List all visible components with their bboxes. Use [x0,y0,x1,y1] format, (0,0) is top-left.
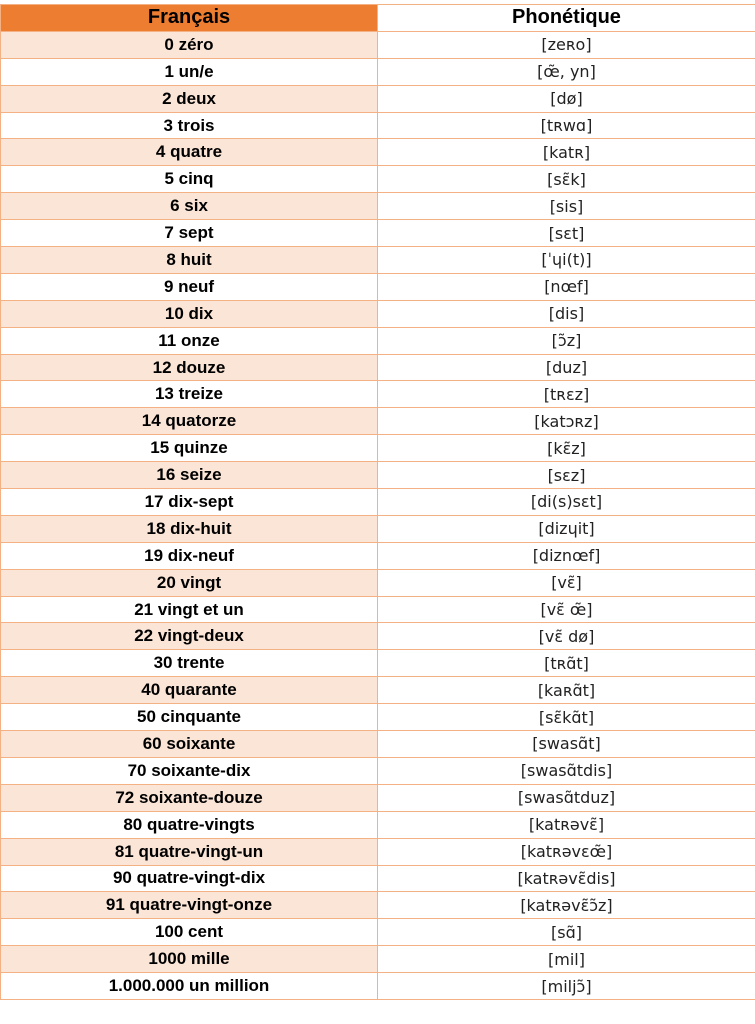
french-number-cell: 81 quatre-vingt-un [1,838,378,865]
french-number-cell: 40 quarante [1,677,378,704]
table-row [1,892,755,919]
french-number-cell: 20 vingt [1,569,378,596]
table-row [1,569,755,596]
phonetic-cell: [katʀəvɛ̃dis] [378,865,755,892]
table-row [1,542,755,569]
phonetic-cell: [tʀwɑ] [378,112,755,139]
french-number-cell: 3 trois [1,112,378,139]
french-number-cell: 91 quatre-vingt-onze [1,892,378,919]
french-number-cell: 16 seize [1,462,378,489]
table-row [1,85,755,112]
french-number-cell: 4 quatre [1,139,378,166]
french-number-cell: 1.000.000 un million [1,973,378,1000]
french-number-cell: 21 vingt et un [1,596,378,623]
phonetic-cell: [di(s)sɛt] [378,489,755,516]
french-number-cell: 0 zéro [1,31,378,58]
phonetic-cell: [vɛ̃ dø] [378,623,755,650]
french-number-cell: 70 soixante-dix [1,757,378,784]
phonetic-cell: [katʀəvɛœ̃] [378,838,755,865]
phonetic-cell: [sis] [378,193,755,220]
table-row [1,247,755,274]
table-row [1,811,755,838]
table-row [1,354,755,381]
table-row [1,596,755,623]
table-row [1,273,755,300]
phonetic-cell: [duz] [378,354,755,381]
phonetic-cell: [vɛ̃] [378,569,755,596]
table-row [1,515,755,542]
french-number-cell: 7 sept [1,220,378,247]
phonetic-cell: [katɔʀz] [378,408,755,435]
phonetic-cell: [swasɑ̃t] [378,731,755,758]
phonetic-cell: [vɛ̃ œ̃] [378,596,755,623]
phonetic-cell: [ɔ̃z] [378,327,755,354]
french-number-cell: 2 deux [1,85,378,112]
phonetic-cell: [sɛ̃kɑ̃t] [378,704,755,731]
table-row [1,220,755,247]
table-row [1,166,755,193]
phonetic-cell: [tʀɛz] [378,381,755,408]
table-row [1,623,755,650]
french-number-cell: 14 quatorze [1,408,378,435]
phonetic-cell: [dizɥit] [378,515,755,542]
phonetic-cell: [nœf] [378,273,755,300]
table-header-row [1,5,755,32]
french-number-cell: 12 douze [1,354,378,381]
phonetic-cell: [kaʀɑ̃t] [378,677,755,704]
table-row [1,327,755,354]
table-row [1,650,755,677]
french-number-cell: 50 cinquante [1,704,378,731]
french-number-cell: 1000 mille [1,946,378,973]
phonetic-cell: [sɛz] [378,462,755,489]
table-row [1,408,755,435]
french-number-cell: 15 quinze [1,435,378,462]
french-number-cell: 72 soixante-douze [1,784,378,811]
french-number-cell: 100 cent [1,919,378,946]
french-number-cell: 6 six [1,193,378,220]
table-row [1,300,755,327]
table-row [1,919,755,946]
header-francais: Français [1,5,378,32]
header-phonetique: Phonétique [378,5,755,32]
table-row [1,381,755,408]
table-row [1,435,755,462]
french-number-cell: 11 onze [1,327,378,354]
table-row [1,31,755,58]
phonetic-cell: [sɛ̃k] [378,166,755,193]
phonetic-cell: [swasɑ̃tdis] [378,757,755,784]
table-body [1,31,755,999]
french-number-cell: 19 dix-neuf [1,542,378,569]
phonetic-cell: [sɑ̃] [378,919,755,946]
phonetic-cell: [katʀəvɛ̃] [378,811,755,838]
french-number-cell: 30 trente [1,650,378,677]
table-row [1,731,755,758]
table-row [1,193,755,220]
french-number-cell: 60 soixante [1,731,378,758]
table-row [1,58,755,85]
table-row [1,677,755,704]
phonetic-cell: [diznœf] [378,542,755,569]
french-number-cell: 13 treize [1,381,378,408]
phonetic-cell: [katʀəvɛ̃ɔ̃z] [378,892,755,919]
table-row [1,757,755,784]
phonetic-cell: [tʀɑ̃t] [378,650,755,677]
phonetic-cell: [miljɔ̃] [378,973,755,1000]
phonetic-cell: [kɛ̃z] [378,435,755,462]
french-number-cell: 90 quatre-vingt-dix [1,865,378,892]
french-number-cell: 5 cinq [1,166,378,193]
phonetic-cell: [katʀ] [378,139,755,166]
table-row [1,489,755,516]
french-number-cell: 9 neuf [1,273,378,300]
phonetic-cell: [swasɑ̃tduz] [378,784,755,811]
phonetic-cell: [ˈɥi(t)] [378,247,755,274]
phonetic-cell: [mil] [378,946,755,973]
table-row [1,973,755,1000]
table-row [1,462,755,489]
phonetic-cell: [dø] [378,85,755,112]
french-number-cell: 1 un/e [1,58,378,85]
table-row [1,946,755,973]
french-number-cell: 10 dix [1,300,378,327]
table-row [1,784,755,811]
phonetic-cell: [zeʀo] [378,31,755,58]
french-number-cell: 17 dix-sept [1,489,378,516]
french-number-cell: 8 huit [1,247,378,274]
numbers-table [0,4,755,1000]
table-row [1,704,755,731]
french-number-cell: 18 dix-huit [1,515,378,542]
french-number-cell: 22 vingt-deux [1,623,378,650]
table-row [1,838,755,865]
phonetic-cell: [dis] [378,300,755,327]
table-row [1,139,755,166]
table-row [1,112,755,139]
table-row [1,865,755,892]
phonetic-cell: [sɛt] [378,220,755,247]
phonetic-cell: [œ̃, yn] [378,58,755,85]
french-number-cell: 80 quatre-vingts [1,811,378,838]
